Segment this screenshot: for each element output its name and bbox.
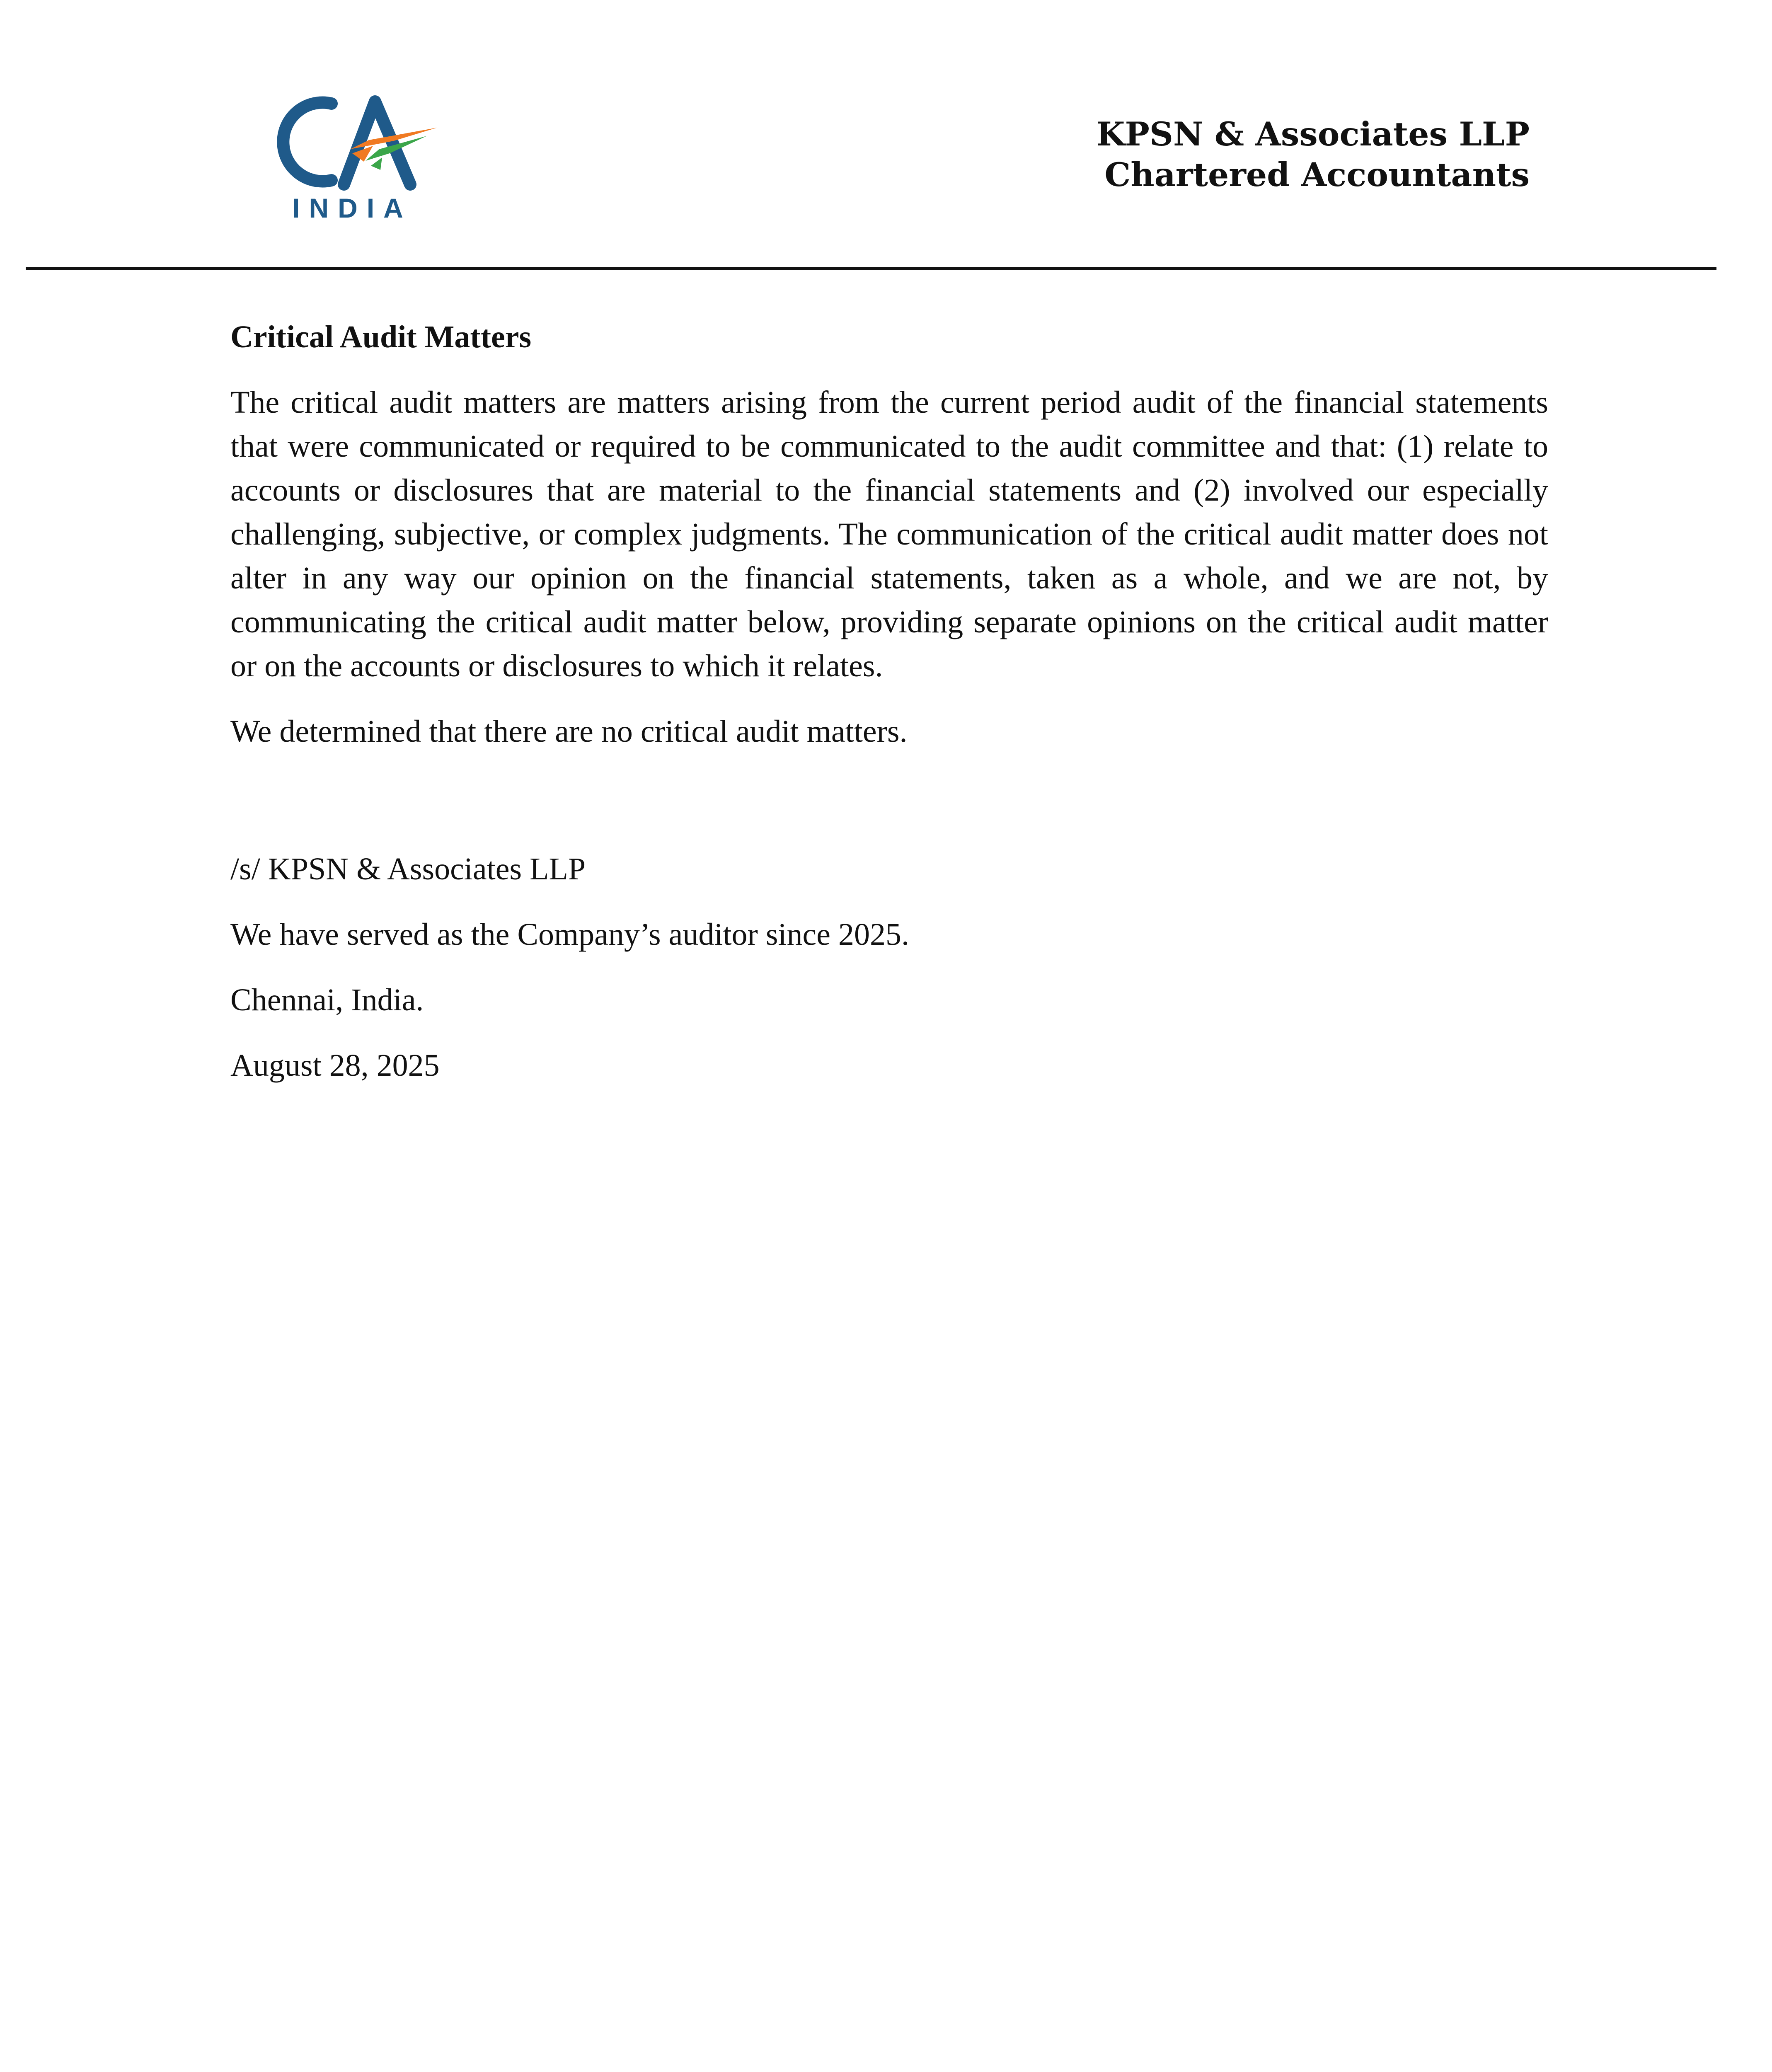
logo-green-tick xyxy=(371,157,382,170)
section-heading: Critical Audit Matters xyxy=(230,320,532,354)
ca-india-logo xyxy=(269,91,443,224)
firm-title: Chartered Accountants xyxy=(1104,155,1530,194)
document-body xyxy=(230,315,1548,1109)
signature-line: /s/ KPSN & Associates LLP xyxy=(230,852,586,886)
signing-location: Chennai, India. xyxy=(230,983,424,1017)
logo-wordmark: INDIA xyxy=(292,193,412,223)
auditor-tenure: We have served as the Company’s auditor since 2025. xyxy=(230,917,910,952)
firm-name: KPSN & Associates LLP xyxy=(1096,115,1530,153)
logo-letter-c xyxy=(283,103,332,182)
ca-india-logo-icon xyxy=(269,91,443,224)
firm-header xyxy=(1097,114,1530,195)
signing-date: August 28, 2025 xyxy=(230,1048,440,1083)
cam-determination-paragraph: We determined that there are no critical audit matters. xyxy=(230,714,908,749)
cam-description-paragraph: The critical audit matters are matters arising from the current period audit of the financial statements that were communicated or required to be communicated to the audit committee and that: (1) relate to accounts or disclosures that are material to the financial statements and (2) involved our especially challenging, subjective, or complex judgments. The communication of the critical audit matter does not alter in any way our opinion on the financial statements, taken as a whole, and we are not, by communicating the critical audit matter below, providing separate opinions on the critical audit matter or on the accounts or disclosures to which it relates. xyxy=(230,385,1548,683)
header-divider xyxy=(26,267,1716,270)
